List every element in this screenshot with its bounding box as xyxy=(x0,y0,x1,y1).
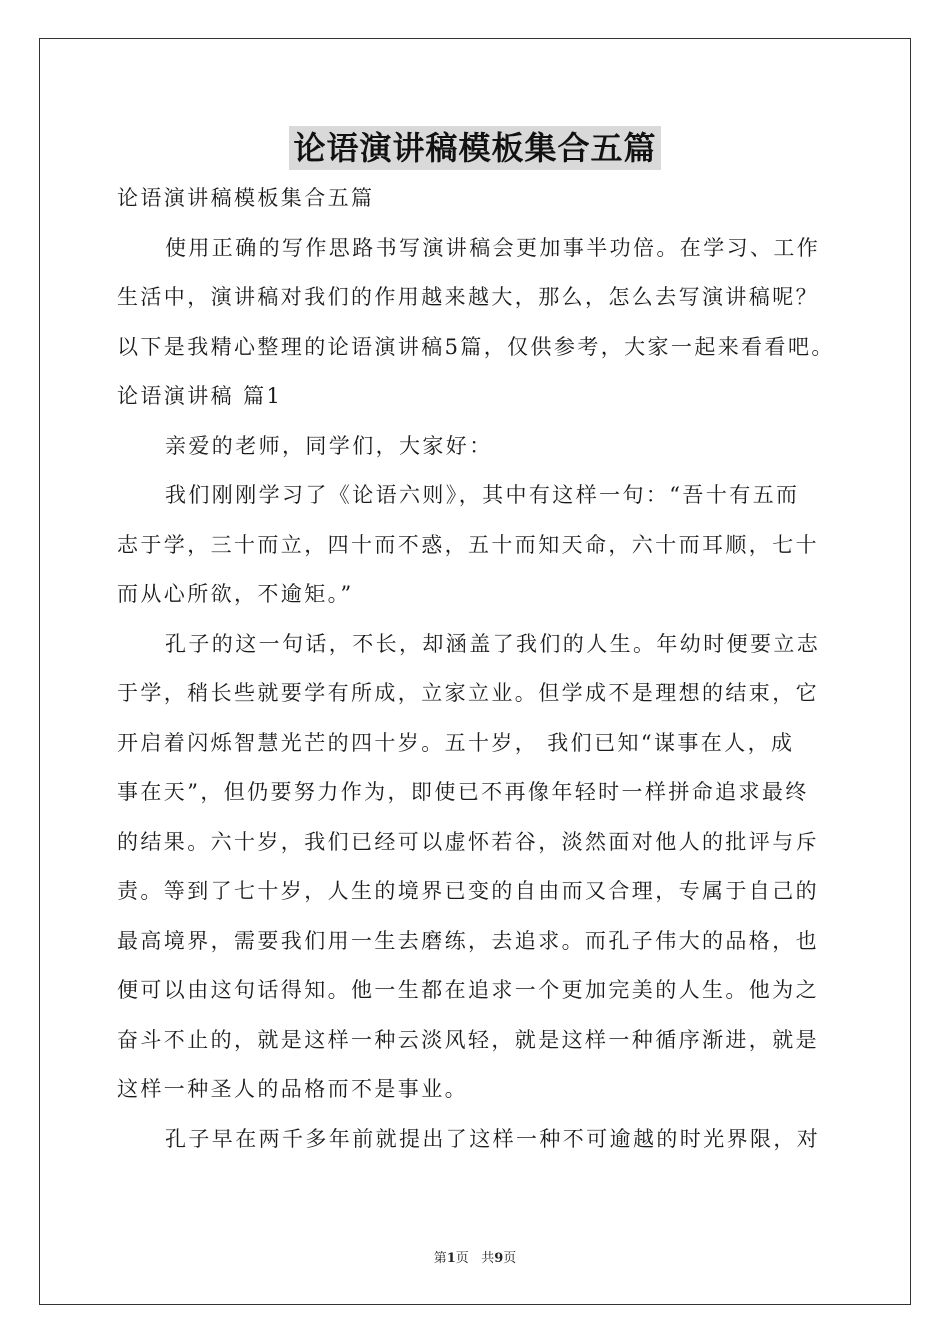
body-line: 这样一种圣人的品格而不是事业。 xyxy=(117,1077,468,1101)
title-wrap xyxy=(0,126,950,170)
body-line: 于学，稍长些就要学有所成，立家立业。但学成不是理想的结束，它 xyxy=(117,681,819,705)
footer-page-current: 1 xyxy=(446,1251,456,1266)
body-line: 生活中，演讲稿对我们的作用越来越大，那么，怎么去写演讲稿呢？ xyxy=(117,285,819,309)
body-line: 志于学，三十而立，四十而不惑，五十而知天命，六十而耳顺，七十 xyxy=(117,532,819,557)
footer-page-total: 9 xyxy=(494,1251,504,1266)
body-line: 奋斗不止的，就是这样一种云淡风轻，就是这样一种循序渐进，就是 xyxy=(117,1027,819,1052)
body-line: 以下是我精心整理的论语演讲稿5篇，仅供参考，大家一起来看看吧。 xyxy=(117,334,835,359)
footer-total-prefix: 共 xyxy=(481,1251,495,1266)
footer-total-suffix: 页 xyxy=(503,1251,517,1266)
page-footer xyxy=(0,1247,950,1266)
footer-page-suffix: 页 xyxy=(455,1251,469,1266)
body-line: 使用正确的写作思路书写演讲稿会更加事半功倍。在学习、工作 xyxy=(165,235,821,260)
body-line: 责。等到了七十岁，人生的境界已变的自由而又合理，专属于自己的 xyxy=(117,879,819,903)
body-line: 论语演讲稿模板集合五篇 xyxy=(117,186,375,210)
body-line: 孔子的这一句话，不长，却涵盖了我们的人生。年幼时便要立志 xyxy=(165,631,821,656)
body-line: 亲爱的老师，同学们，大家好： xyxy=(165,433,493,458)
document-title: 论语演讲稿模板集合五篇 xyxy=(289,126,660,170)
body-line: 最高境界，需要我们用一生去磨练，去追求。而孔子伟大的品格，也 xyxy=(117,928,819,953)
footer-page-prefix: 第 xyxy=(433,1251,447,1266)
body-line: 而从心所欲，不逾矩。” xyxy=(117,582,354,606)
body-line: 便可以由这句话得知。他一生都在追求一个更加完美的人生。他为之 xyxy=(117,978,819,1002)
body-line: 我们刚刚学习了《论语六则》，其中有这样一句：“吾十有五而 xyxy=(165,483,800,507)
body-line: 事在天”，但仍要努力作为，即使已不再像年轻时一样拼命追求最终 xyxy=(117,780,809,804)
document-body xyxy=(117,174,837,1164)
body-line: 开启着闪烁智慧光芒的四十岁。五十岁， 我们已知“谋事在人，成 xyxy=(117,730,795,755)
section-heading: 论语演讲稿 篇1 xyxy=(117,384,283,408)
body-line: 的结果。六十岁，我们已经可以虚怀若谷，淡然面对他人的批评与斥 xyxy=(117,829,819,854)
body-line: 孔子早在两千多年前就提出了这样一种不可逾越的时光界限，对 xyxy=(165,1126,821,1151)
